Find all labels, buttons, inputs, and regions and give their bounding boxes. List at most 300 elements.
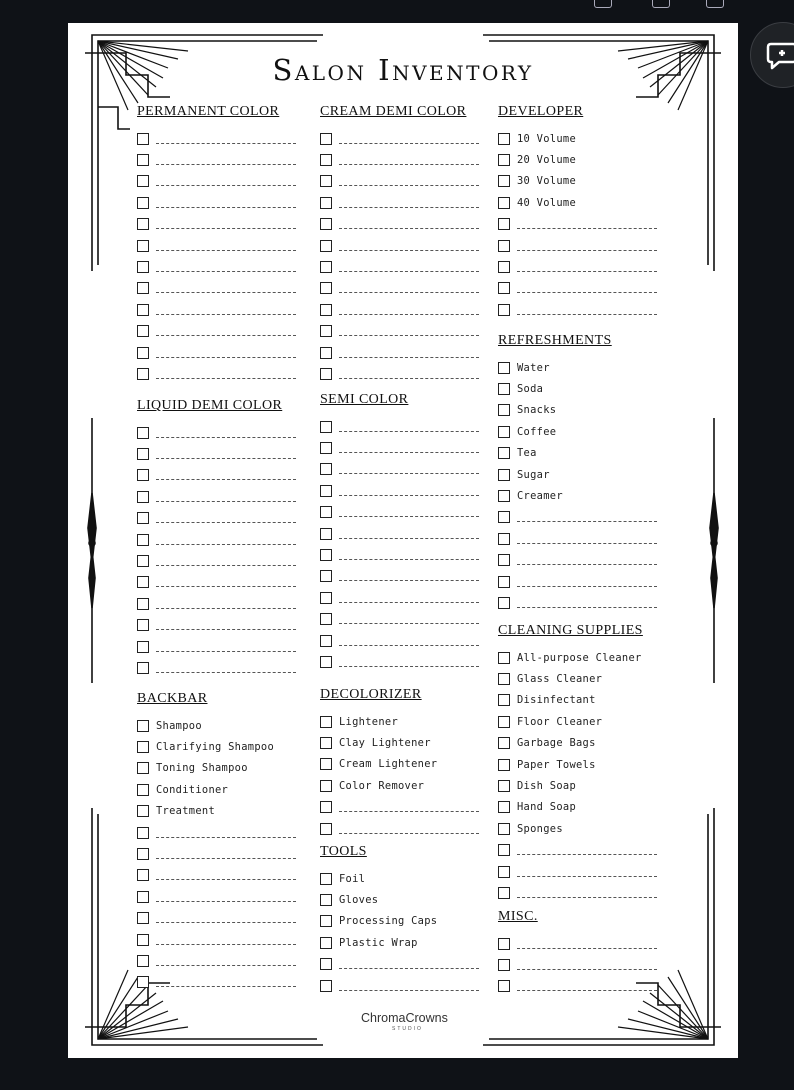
checkbox[interactable] <box>498 959 510 971</box>
item-label: Sponges <box>517 822 563 835</box>
blank-write-in-line[interactable] <box>156 309 296 315</box>
blank-write-in-line[interactable] <box>339 554 479 560</box>
checkbox[interactable] <box>498 597 510 609</box>
item-label: Lightener <box>339 715 399 728</box>
checkbox[interactable] <box>498 447 510 459</box>
checkbox[interactable] <box>137 368 149 380</box>
blank-item <box>320 321 520 342</box>
checklist-item <box>320 775 520 796</box>
checkbox[interactable] <box>320 823 332 835</box>
checkbox[interactable] <box>137 641 149 653</box>
blank-write-in-line[interactable] <box>339 661 479 667</box>
blank-item <box>137 214 337 235</box>
blank-write-in-line[interactable] <box>339 138 479 144</box>
blank-item <box>137 235 337 256</box>
checkbox[interactable] <box>498 404 510 416</box>
blank-write-in-line[interactable] <box>339 575 479 581</box>
checkbox[interactable] <box>137 491 149 503</box>
blank-write-in-line[interactable] <box>156 517 296 523</box>
checkbox[interactable] <box>498 737 510 749</box>
item-label: Conditioner <box>156 783 229 796</box>
checkbox[interactable] <box>137 555 149 567</box>
checkbox[interactable] <box>137 762 149 774</box>
blank-item <box>137 865 337 886</box>
checkbox[interactable] <box>320 613 332 625</box>
blank-item <box>320 416 520 437</box>
blank-write-in-line[interactable] <box>156 624 296 630</box>
checkbox[interactable] <box>498 673 510 685</box>
blank-item <box>137 443 337 464</box>
blank-item <box>320 480 520 501</box>
checkbox[interactable] <box>498 801 510 813</box>
blank-item <box>498 592 698 613</box>
blank-write-in-line[interactable] <box>517 871 657 877</box>
blank-write-in-line[interactable] <box>339 223 479 229</box>
blank-item <box>137 550 337 571</box>
checkbox[interactable] <box>320 154 332 166</box>
blank-write-in-line[interactable] <box>517 245 657 251</box>
checkbox[interactable] <box>137 869 149 881</box>
checkbox[interactable] <box>498 887 510 899</box>
checkbox[interactable] <box>320 485 332 497</box>
checkbox[interactable] <box>137 534 149 546</box>
checkbox[interactable] <box>320 716 332 728</box>
blank-write-in-line[interactable] <box>517 516 657 522</box>
checkbox[interactable] <box>320 592 332 604</box>
checklist-item <box>498 647 698 668</box>
checkbox[interactable] <box>137 325 149 337</box>
blank-item <box>137 929 337 950</box>
blank-write-in-line[interactable] <box>156 373 296 379</box>
checkbox[interactable] <box>498 133 510 145</box>
checkbox[interactable] <box>320 549 332 561</box>
blank-write-in-line[interactable] <box>339 985 479 991</box>
blank-write-in-line[interactable] <box>339 490 479 496</box>
checkbox[interactable] <box>498 759 510 771</box>
checkbox[interactable] <box>320 873 332 885</box>
checkbox[interactable] <box>137 133 149 145</box>
blank-item <box>137 529 337 550</box>
checkbox[interactable] <box>137 662 149 674</box>
blank-write-in-line[interactable] <box>156 223 296 229</box>
checkbox[interactable] <box>320 304 332 316</box>
item-label: All-purpose Cleaner <box>517 651 642 664</box>
checkbox[interactable] <box>137 154 149 166</box>
blank-write-in-line[interactable] <box>156 896 296 902</box>
checklist-item <box>498 818 698 839</box>
checkbox[interactable] <box>320 463 332 475</box>
checkbox[interactable] <box>320 218 332 230</box>
item-label: Garbage Bags <box>517 737 596 750</box>
blank-write-in-line[interactable] <box>339 245 479 251</box>
item-label: Shampoo <box>156 719 202 732</box>
checkbox[interactable] <box>320 506 332 518</box>
checkbox[interactable] <box>320 282 332 294</box>
checkbox[interactable] <box>498 533 510 545</box>
blank-write-in-line[interactable] <box>156 266 296 272</box>
checkbox[interactable] <box>137 347 149 359</box>
checkbox[interactable] <box>498 261 510 273</box>
checkbox[interactable] <box>137 912 149 924</box>
item-label: 30 Volume <box>517 175 577 188</box>
checklist-item <box>320 754 520 775</box>
blank-write-in-line[interactable] <box>156 667 296 673</box>
item-label: Soda <box>517 383 544 396</box>
checkbox[interactable] <box>498 154 510 166</box>
blank-write-in-line[interactable] <box>156 159 296 165</box>
blank-write-in-line[interactable] <box>339 640 479 646</box>
checkbox[interactable] <box>137 955 149 967</box>
blank-item <box>137 363 337 384</box>
checkbox[interactable] <box>137 805 149 817</box>
checkbox[interactable] <box>320 937 332 949</box>
section-cream-demi-color <box>320 103 520 385</box>
checkbox[interactable] <box>498 980 510 992</box>
blank-write-in-line[interactable] <box>517 287 657 293</box>
blank-write-in-line[interactable] <box>156 496 296 502</box>
checkbox[interactable] <box>320 980 332 992</box>
inventory-sheet <box>68 23 738 1058</box>
blank-item <box>320 149 520 170</box>
blank-write-in-line[interactable] <box>156 981 296 987</box>
blank-write-in-line[interactable] <box>339 447 479 453</box>
chat-bubble-icon <box>765 41 794 71</box>
blank-write-in-line[interactable] <box>339 963 479 969</box>
checklist-item <box>498 378 698 399</box>
item-label: Glass Cleaner <box>517 673 603 686</box>
blank-write-in-line[interactable] <box>517 892 657 898</box>
section-title: TOOLS <box>320 844 367 859</box>
checklist-item <box>320 911 520 932</box>
checkbox[interactable] <box>498 383 510 395</box>
checkbox[interactable] <box>498 304 510 316</box>
item-label: Treatment <box>156 805 216 818</box>
blank-item <box>320 502 520 523</box>
checklist-item <box>498 443 698 464</box>
checkbox[interactable] <box>498 866 510 878</box>
checkbox[interactable] <box>137 619 149 631</box>
checkbox[interactable] <box>320 894 332 906</box>
blank-item <box>320 459 520 480</box>
checkbox[interactable] <box>498 197 510 209</box>
checkbox[interactable] <box>320 958 332 970</box>
checkbox[interactable] <box>137 448 149 460</box>
checkbox[interactable] <box>320 915 332 927</box>
blank-write-in-line[interactable] <box>156 581 296 587</box>
blank-item <box>498 507 698 528</box>
blank-write-in-line[interactable] <box>517 602 657 608</box>
blank-item <box>137 843 337 864</box>
blank-write-in-line[interactable] <box>339 426 479 432</box>
blank-write-in-line[interactable] <box>156 180 296 186</box>
copy-icon[interactable] <box>652 0 670 8</box>
checklist-item <box>498 775 698 796</box>
checkbox[interactable] <box>137 197 149 209</box>
item-label: Floor Cleaner <box>517 715 603 728</box>
blank-item <box>320 299 520 320</box>
blank-write-in-line[interactable] <box>339 287 479 293</box>
blank-write-in-line[interactable] <box>517 985 657 991</box>
blank-write-in-line[interactable] <box>339 828 479 834</box>
section-liquid-demi-color <box>137 397 337 679</box>
blank-write-in-line[interactable] <box>339 618 479 624</box>
checkbox[interactable] <box>498 490 510 502</box>
blank-write-in-line[interactable] <box>517 266 657 272</box>
item-label: 20 Volume <box>517 154 577 167</box>
blank-item <box>498 933 698 954</box>
checkbox[interactable] <box>320 261 332 273</box>
checkbox[interactable] <box>498 780 510 792</box>
blank-item <box>320 954 520 975</box>
checklist-item <box>498 711 698 732</box>
section-backbar <box>137 690 337 993</box>
blank-write-in-line[interactable] <box>156 960 296 966</box>
checkbox[interactable] <box>320 175 332 187</box>
blank-write-in-line[interactable] <box>156 287 296 293</box>
blank-write-in-line[interactable] <box>339 468 479 474</box>
logo-name: ChromaCrowns <box>361 1011 448 1025</box>
blank-write-in-line[interactable] <box>156 245 296 251</box>
checkbox[interactable] <box>320 656 332 668</box>
checklist-item <box>137 758 337 779</box>
blank-item <box>498 528 698 549</box>
blank-write-in-line[interactable] <box>156 202 296 208</box>
blank-write-in-line[interactable] <box>517 309 657 315</box>
checkbox[interactable] <box>137 304 149 316</box>
blank-write-in-line[interactable] <box>339 330 479 336</box>
checklist-item <box>498 668 698 689</box>
blank-write-in-line[interactable] <box>156 352 296 358</box>
page-title: Salon Inventory <box>272 53 534 87</box>
blank-item <box>137 593 337 614</box>
blank-item <box>137 508 337 529</box>
blank-write-in-line[interactable] <box>339 266 479 272</box>
chat-button[interactable] <box>750 22 794 88</box>
blank-write-in-line[interactable] <box>339 533 479 539</box>
blank-write-in-line[interactable] <box>339 159 479 165</box>
checkbox[interactable] <box>320 325 332 337</box>
blank-write-in-line[interactable] <box>156 432 296 438</box>
checkbox[interactable] <box>137 741 149 753</box>
blank-write-in-line[interactable] <box>517 964 657 970</box>
blank-write-in-line[interactable] <box>156 474 296 480</box>
blank-write-in-line[interactable] <box>517 581 657 587</box>
item-label: Color Remover <box>339 779 425 792</box>
checkbox[interactable] <box>320 421 332 433</box>
checkbox[interactable] <box>498 469 510 481</box>
section-title: LIQUID DEMI COLOR <box>137 398 283 413</box>
checkbox[interactable] <box>498 282 510 294</box>
item-label: Snacks <box>517 404 557 417</box>
section-title: BACKBAR <box>137 691 208 706</box>
checkbox[interactable] <box>137 261 149 273</box>
checklist-item <box>320 932 520 953</box>
checkbox[interactable] <box>137 218 149 230</box>
item-label: Creamer <box>517 490 563 503</box>
blank-write-in-line[interactable] <box>156 539 296 545</box>
blank-item <box>320 437 520 458</box>
checkbox[interactable] <box>498 938 510 950</box>
checkbox[interactable] <box>137 427 149 439</box>
checkbox[interactable] <box>498 694 510 706</box>
blank-write-in-line[interactable] <box>517 538 657 544</box>
checkbox[interactable] <box>320 442 332 454</box>
checklist-item <box>498 192 698 213</box>
checklist-item <box>498 400 698 421</box>
checklist-item <box>498 357 698 378</box>
checkbox[interactable] <box>498 426 510 438</box>
section-decolorizer <box>320 686 520 839</box>
checkbox[interactable] <box>137 512 149 524</box>
blank-item <box>137 256 337 277</box>
blank-write-in-line[interactable] <box>156 939 296 945</box>
checkbox[interactable] <box>137 576 149 588</box>
checkbox[interactable] <box>320 801 332 813</box>
blank-write-in-line[interactable] <box>517 223 657 229</box>
checkbox[interactable] <box>137 240 149 252</box>
item-label: Clarifying Shampoo <box>156 741 275 754</box>
checkbox[interactable] <box>137 720 149 732</box>
blank-write-in-line[interactable] <box>156 874 296 880</box>
checkbox[interactable] <box>498 175 510 187</box>
blank-item <box>320 566 520 587</box>
blank-write-in-line[interactable] <box>156 330 296 336</box>
checkbox[interactable] <box>498 716 510 728</box>
item-label: Dish Soap <box>517 780 577 793</box>
checkbox[interactable] <box>498 511 510 523</box>
blank-item <box>137 822 337 843</box>
checkbox[interactable] <box>137 175 149 187</box>
blank-item <box>137 615 337 636</box>
logo-subtitle: STUDIO <box>392 1026 423 1032</box>
blank-item <box>137 572 337 593</box>
item-label: Toning Shampoo <box>156 762 248 775</box>
checkbox[interactable] <box>137 976 149 988</box>
section-title: CREAM DEMI COLOR <box>320 104 467 119</box>
checklist-item <box>498 128 698 149</box>
blank-write-in-line[interactable] <box>156 560 296 566</box>
checkbox[interactable] <box>137 934 149 946</box>
blank-write-in-line[interactable] <box>517 943 657 949</box>
section-title: SEMI COLOR <box>320 392 409 407</box>
item-label: Plastic Wrap <box>339 936 418 949</box>
checkbox[interactable] <box>320 240 332 252</box>
checkbox[interactable] <box>320 570 332 582</box>
blank-item <box>137 321 337 342</box>
checkbox[interactable] <box>137 891 149 903</box>
blank-item <box>498 299 698 320</box>
blank-item <box>320 651 520 672</box>
blank-write-in-line[interactable] <box>156 453 296 459</box>
blank-write-in-line[interactable] <box>156 917 296 923</box>
blank-write-in-line[interactable] <box>156 603 296 609</box>
section-title: CLEANING SUPPLIES <box>498 623 643 638</box>
checkbox[interactable] <box>320 528 332 540</box>
checkbox[interactable] <box>137 469 149 481</box>
blank-write-in-line[interactable] <box>156 832 296 838</box>
checkbox[interactable] <box>498 576 510 588</box>
checklist-item <box>320 732 520 753</box>
blank-item <box>320 630 520 651</box>
section-title: DECOLORIZER <box>320 687 422 702</box>
checkbox[interactable] <box>320 133 332 145</box>
blank-write-in-line[interactable] <box>339 352 479 358</box>
checkbox[interactable] <box>498 554 510 566</box>
blank-item <box>498 882 698 903</box>
checkbox[interactable] <box>320 368 332 380</box>
section-semi-color <box>320 391 520 673</box>
checkbox[interactable] <box>137 784 149 796</box>
checkbox[interactable] <box>320 347 332 359</box>
blank-write-in-line[interactable] <box>156 646 296 652</box>
blank-item <box>320 797 520 818</box>
item-label: 40 Volume <box>517 196 577 209</box>
checkbox[interactable] <box>498 844 510 856</box>
section-refreshments <box>498 332 698 614</box>
blank-item <box>320 235 520 256</box>
checkbox[interactable] <box>320 635 332 647</box>
blank-item <box>320 192 520 213</box>
blank-item <box>320 975 520 996</box>
blank-write-in-line[interactable] <box>339 309 479 315</box>
checkbox[interactable] <box>137 848 149 860</box>
checklist-item <box>137 779 337 800</box>
blank-write-in-line[interactable] <box>339 180 479 186</box>
checkbox[interactable] <box>498 218 510 230</box>
section-title: DEVELOPER <box>498 104 584 119</box>
checkbox[interactable] <box>498 823 510 835</box>
checkbox[interactable] <box>137 827 149 839</box>
checkbox[interactable] <box>320 758 332 770</box>
blank-item <box>320 214 520 235</box>
checkbox[interactable] <box>137 282 149 294</box>
blank-write-in-line[interactable] <box>517 849 657 855</box>
blank-write-in-line[interactable] <box>156 138 296 144</box>
checkbox[interactable] <box>498 362 510 374</box>
checkbox[interactable] <box>320 737 332 749</box>
blank-item <box>137 886 337 907</box>
save-icon[interactable] <box>706 0 724 8</box>
blank-item <box>498 278 698 299</box>
blank-write-in-line[interactable] <box>517 559 657 565</box>
blank-item <box>498 954 698 975</box>
blank-write-in-line[interactable] <box>339 511 479 517</box>
blank-write-in-line[interactable] <box>339 597 479 603</box>
checkbox[interactable] <box>320 780 332 792</box>
blank-item <box>320 363 520 384</box>
blank-item <box>320 171 520 192</box>
blank-item <box>498 976 698 997</box>
checkbox[interactable] <box>498 240 510 252</box>
section-title: PERMANENT COLOR <box>137 104 280 119</box>
blank-item <box>498 550 698 571</box>
blank-write-in-line[interactable] <box>156 853 296 859</box>
blank-item <box>137 657 337 678</box>
section-cleaning-supplies <box>498 622 698 904</box>
checkbox[interactable] <box>137 598 149 610</box>
item-label: Disinfectant <box>517 694 596 707</box>
blank-item <box>320 609 520 630</box>
checkbox[interactable] <box>498 652 510 664</box>
blank-write-in-line[interactable] <box>339 806 479 812</box>
checkbox[interactable] <box>320 197 332 209</box>
item-label: Tea <box>517 447 537 460</box>
blank-write-in-line[interactable] <box>339 373 479 379</box>
blank-write-in-line[interactable] <box>339 202 479 208</box>
blank-item <box>498 840 698 861</box>
share-icon[interactable] <box>594 0 612 8</box>
blank-item <box>137 192 337 213</box>
